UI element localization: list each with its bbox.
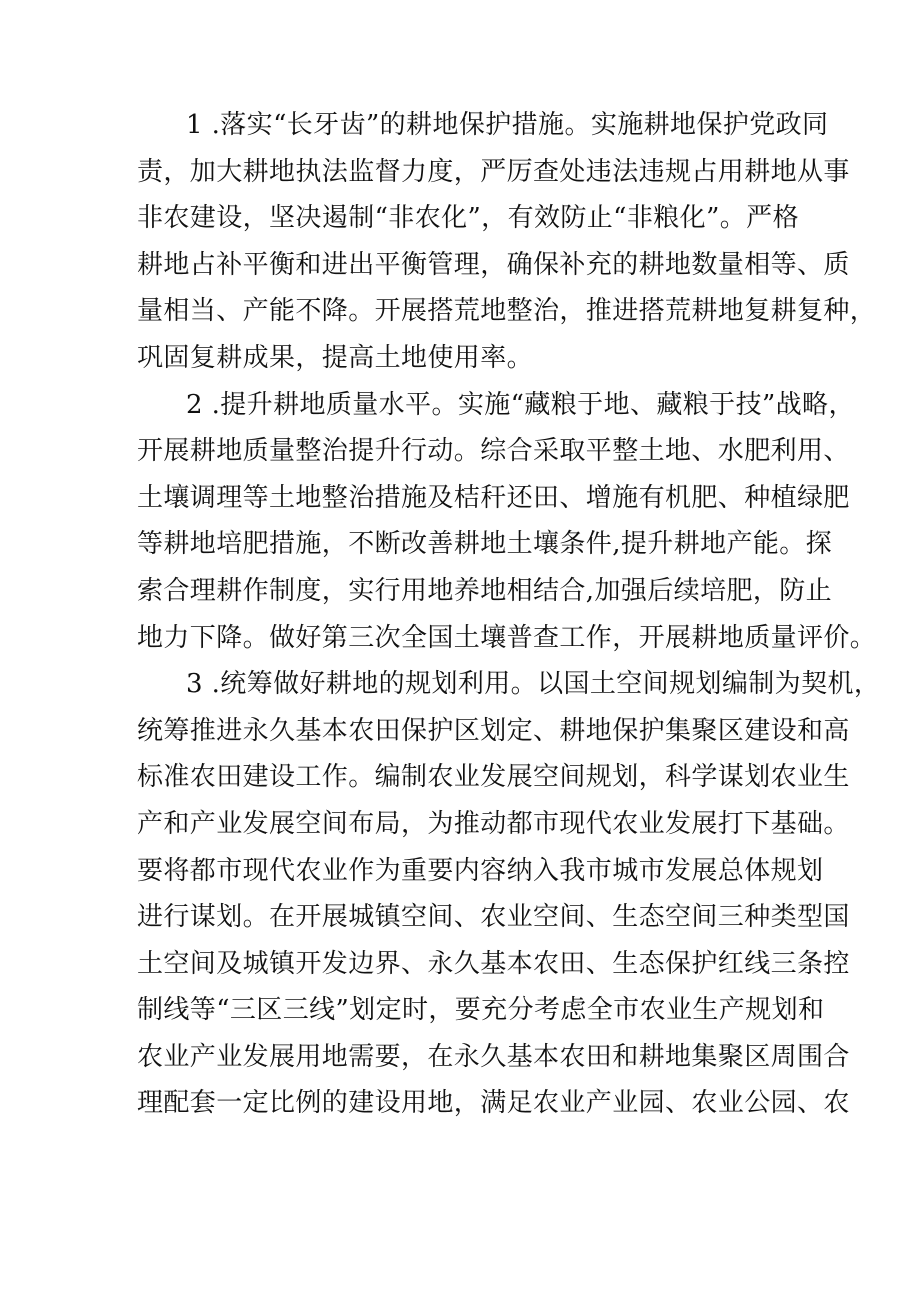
document-body: [137, 102, 881, 1127]
text-line: 产和产业发展空间布局，为推动都市现代农业发展打下基础。: [137, 808, 850, 839]
text-line: 索合理耕作制度，实行用地养地相结合,加强后续培肥，防止: [137, 575, 833, 606]
text-line: 等耕地培肥措施，不断改善耕地土壤条件,提升耕地产能。探: [137, 529, 833, 560]
text-line: 耕地占补平衡和进出平衡管理，确保补充的耕地数量相等、质: [137, 249, 850, 280]
text-line: 进行谋划。在开展城镇空间、农业空间、生态空间三种类型国: [137, 902, 850, 933]
paragraph-1: [137, 102, 877, 382]
text-line: 地力下降。做好第三次全国土壤普查工作，开展耕地质量评价。: [137, 622, 877, 653]
text-line: 1 .落实“长牙齿”的耕地保护措施。实施耕地保护党政同: [186, 110, 829, 140]
text-line: 土空间及城镇开发边界、永久基本农田、生态保护红线三条控: [137, 948, 850, 979]
text-line: 非农建设，坚决遏制“非农化”，有效防止“非粮化”。严格: [137, 203, 799, 234]
text-line: 农业产业发展用地需要，在永久基本农田和耕地集聚区周围合: [137, 1041, 850, 1072]
text-line: 量相当、产能不降。开展搭荒地整治，推进搭荒耕地复耕复种，: [137, 296, 877, 327]
text-line: 开展耕地质量整治提升行动。综合采取平整土地、水肥利用、: [137, 436, 850, 467]
text-line: 2 .提升耕地质量水平。实施“藏粮于地、藏粮于技”战略，: [186, 389, 855, 420]
text-line: 巩固复耕成果，提高土地使用率。: [137, 342, 534, 373]
text-line: 制线等“三区三线”划定时，要充分考虑全市农业生产规划和: [137, 995, 825, 1026]
text-line: 土壤调理等土地整治措施及桔秆还田、增施有机肥、种植绿肥: [137, 482, 850, 513]
text-line: 标准农田建设工作。编制农业发展空间规划，科学谋划农业生: [137, 762, 850, 793]
text-line: 3 .统筹做好耕地的规划利用。以国土空间规划编制为契机，: [186, 669, 881, 700]
paragraph-3: [137, 661, 881, 1127]
paragraph-2: [137, 382, 877, 662]
text-line: 要将都市现代农业作为重要内容纳入我市城市发展总体规划: [137, 855, 824, 886]
text-line: 责，加大耕地执法监督力度，严厉查处违法违规占用耕地从事: [137, 156, 850, 187]
text-line: 理配套一定比例的建设用地，满足农业产业园、农业公园、农: [137, 1088, 850, 1119]
text-line: 统筹推进永久基本农田保护区划定、耕地保护集聚区建设和高: [137, 715, 850, 746]
